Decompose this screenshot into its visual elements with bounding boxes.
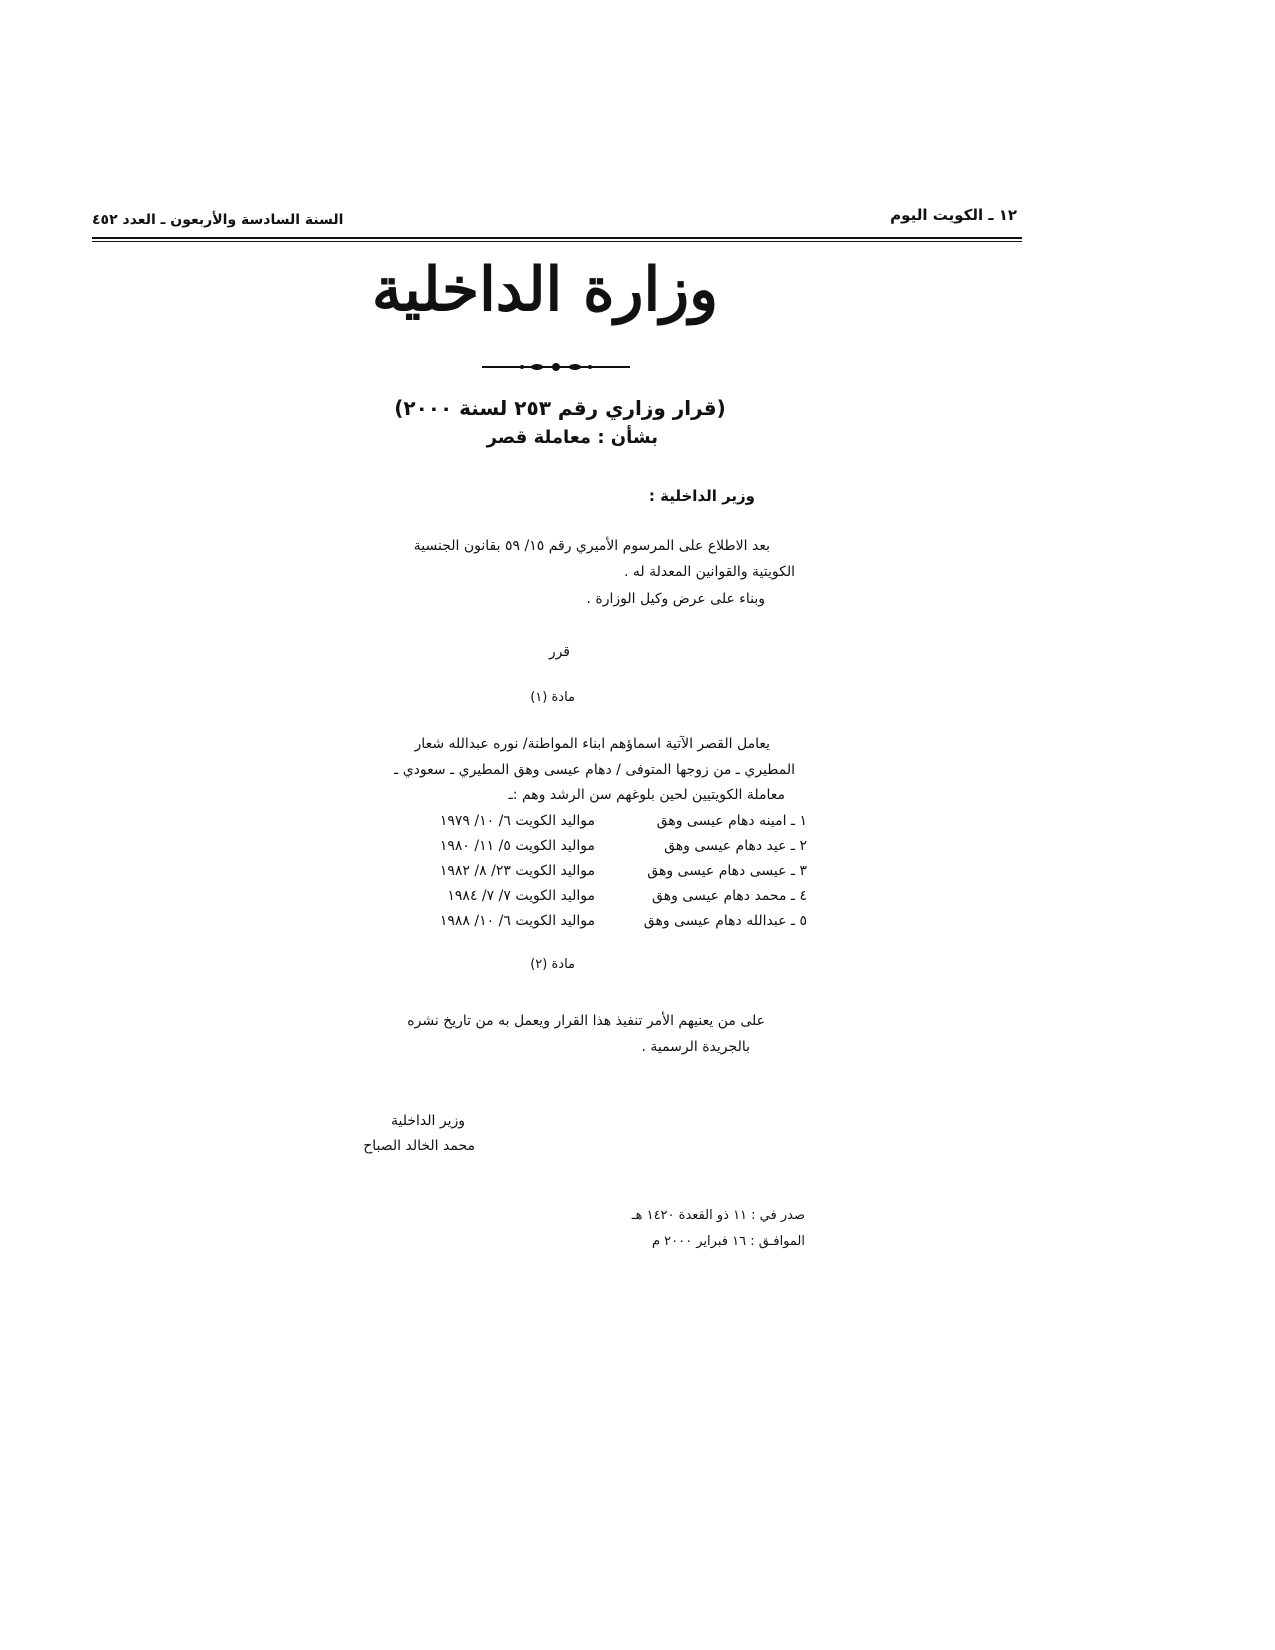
minor-name: ١ ـ امينه دهام عيسى وهق — [656, 813, 807, 829]
minor-birth: مواليد الكويت ٦/ ١٠/ ١٩٧٩ — [439, 813, 595, 829]
ministry-title: وزارة الداخلية — [371, 255, 719, 325]
header-rule-thin — [92, 241, 1022, 242]
article-1-text: يعامل القصر الآتية اسماؤهم ابناء المواطنة/ نوره عبدالله شعار — [414, 736, 770, 752]
preamble-line: الكويتية والقوانين المعدلة له . — [623, 564, 795, 580]
preamble-line: وبناء على عرض وكيل الوزارة . — [586, 591, 765, 607]
minor-birth: مواليد الكويت ٧/ ٧/ ١٩٨٤ — [447, 888, 595, 904]
decision-title: (قرار وزاري رقم ٢٥٣ لسنة ٢٠٠٠) — [394, 396, 726, 420]
decided-word: قرر — [548, 644, 570, 660]
article-2-text: على من يعنيهم الأمر تنفيذ هذا القرار ويعمل به من تاريخ نشره — [407, 1013, 765, 1029]
minor-name: ٤ ـ محمد دهام عيسى وهق — [652, 888, 807, 904]
corresponding-date: الموافـق : ١٦ فبراير ٢٠٠٠ م — [651, 1234, 805, 1249]
decision-subject: بشأن : معاملة قصر — [486, 427, 658, 448]
ornament-divider — [482, 360, 630, 374]
signature-title: وزير الداخلية — [390, 1113, 465, 1129]
article-1-text: المطيري ـ من زوجها المتوفى / دهام عيسى وهق المطيري ـ سعودي ـ — [394, 762, 795, 778]
header-rule — [92, 237, 1022, 239]
minor-birth: مواليد الكويت ٥/ ١١/ ١٩٨٠ — [439, 838, 595, 854]
preamble-line: بعد الاطلاع على المرسوم الأميري رقم ١٥/ ٥٩ بقانون الجنسية — [413, 538, 770, 554]
article-2-text: بالجريدة الرسمية . — [641, 1039, 750, 1055]
signature-name: محمد الخالد الصباح — [363, 1138, 475, 1154]
article-2-heading: مادة (٢) — [530, 957, 575, 972]
issued-date: صدر في : ١١ ذو القعدة ١٤٢٠ هـ — [631, 1208, 805, 1223]
article-1-heading: مادة (١) — [530, 690, 575, 705]
header-year-issue: السنة السادسة والأربعون ـ العدد ٤٥٢ — [92, 212, 344, 228]
minor-name: ٣ ـ عيسى دهام عيسى وهق — [647, 863, 807, 879]
minor-name: ٥ ـ عبدالله دهام عيسى وهق — [643, 913, 807, 929]
minor-birth: مواليد الكويت ٦/ ١٠/ ١٩٨٨ — [439, 913, 595, 929]
minister-line: وزير الداخلية : — [648, 487, 755, 505]
minor-birth: مواليد الكويت ٢٣/ ٨/ ١٩٨٢ — [439, 863, 595, 879]
minor-name: ٢ ـ عيد دهام عيسى وهق — [664, 838, 807, 854]
article-1-text: معاملة الكويتيين لحين بلوغهم سن الرشد وهم :ـ — [508, 787, 785, 803]
header-page-title: ١٢ ـ الكويت اليوم — [890, 206, 1017, 224]
